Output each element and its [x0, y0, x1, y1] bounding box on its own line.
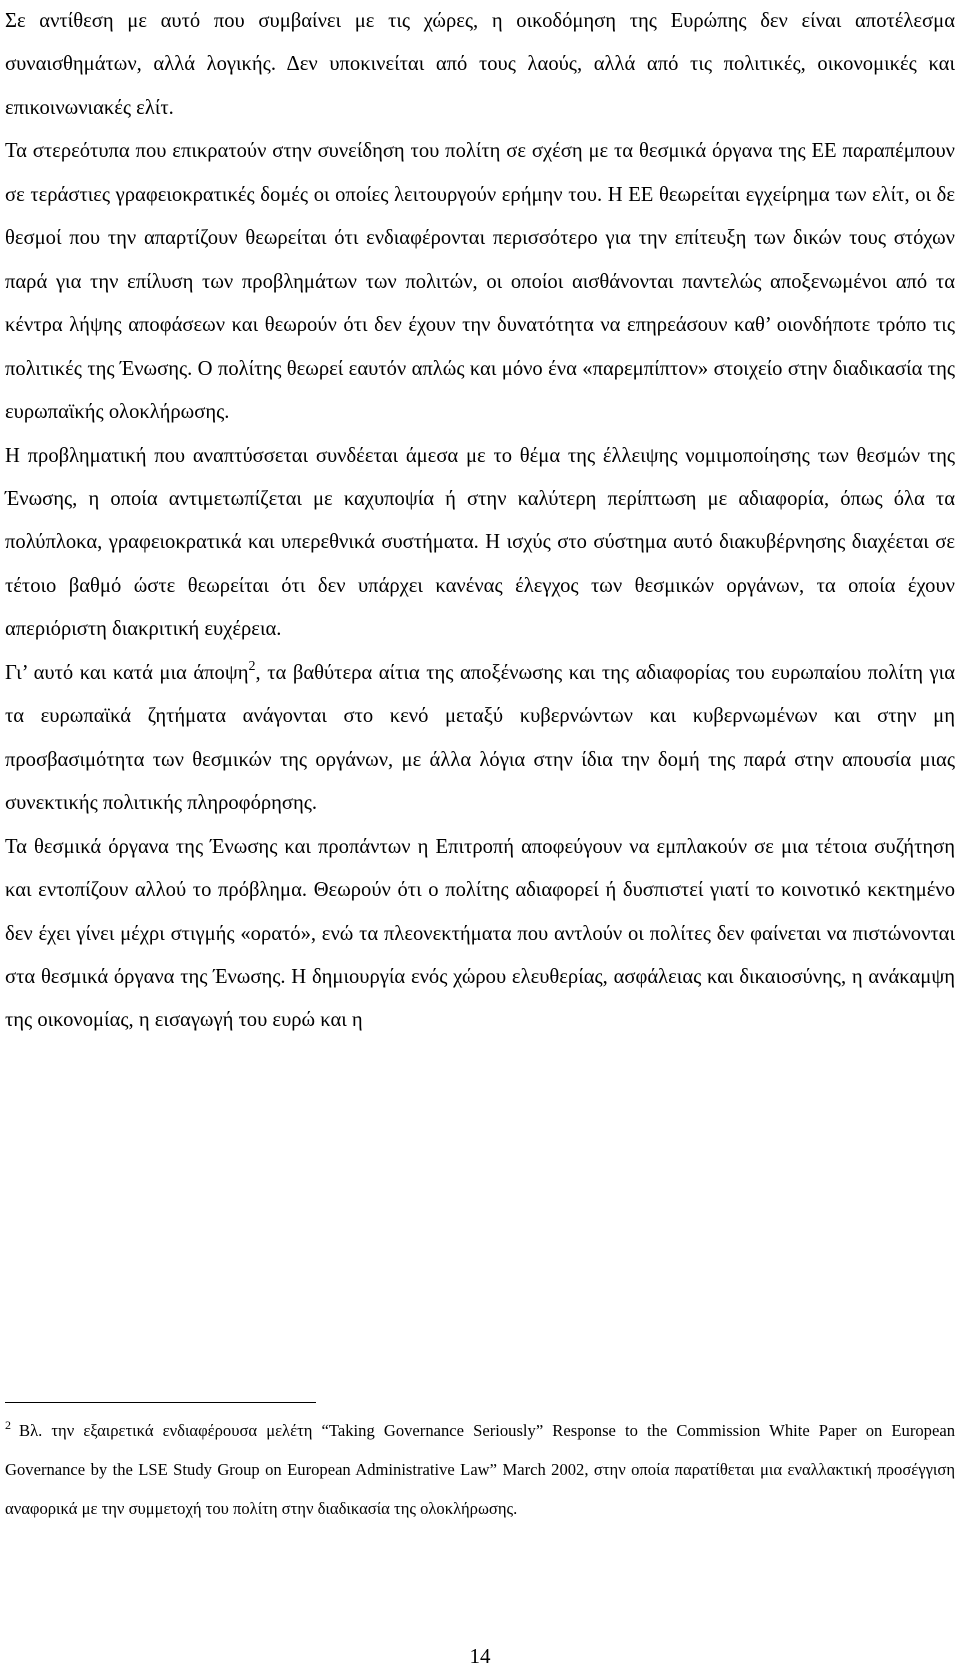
paragraph-text: Γι’ αυτό και κατά μια άποψη — [5, 661, 249, 684]
page-number: 14 — [469, 1644, 491, 1668]
paragraph: Τα στερεότυπα που επικρατούν στην συνείδηση του πολίτη σε σχέση με τα θεσμικά όργανα της ΕΕ παραπέμπουν σε τεράστιες γραφειοκρατικές δομές οι οποίες λειτουργούν ερήμην του. Η ΕΕ θεωρείται εγχείρημα των ελίτ, οι δε θεσμοί που την απαρτίζουν θεωρείται ότι ενδιαφέρονται περισσότερο για την επίτευξη των δικών τους στόχων παρά για την επίλυση των προβλημάτων των πολιτών, οι οποίοι αισθάνονται παντελώς αποξενωμένοι από τα κέντρα λήψης αποφάσεων και θεωρούν ότι δεν έχουν την δυνατότητα να επηρεάσουν καθ’ οιονδήποτε τρόπο τις πολιτικές της Ένωσης. Ο πολίτης θεωρεί εαυτόν απλώς και μόνο ένα «παρεμπίπτον» στοιχείο στην διαδικασία της ευρωπαϊκής ολοκλήρωσης. — [5, 140, 955, 424]
paragraph: Η προβληματική που αναπτύσσεται συνδέεται άμεσα με το θέμα της έλλειψης νομιμοποίησης των θεσμών της Ένωσης, η οποία αντιμετωπίζεται με καχυποψία ή στην καλύτερη περίπτωση με αδιαφορία, όπως όλα τα πολύπλοκα, γραφειοκρατικά και υπερεθνικά συστήματα. Η ισχύς στο σύστημα αυτό διακυβέρνησης διαχέεται σε τέτοιο βαθμό ώστε θεωρείται ότι δεν υπάρχει κανένας έλεγχος των θεσμικών οργάνων, τα οποία έχουν απεριόριστη διακριτική ευχέρεια. — [5, 444, 955, 641]
paragraph-text: , τα βαθύτερα αίτια της αποξένωσης και της αδιαφορίας του ευρωπαίου πολίτη για τα ευρωπαϊκά ζητήματα ανάγονται στο κενό μεταξύ κυβερνώντων και κυβερνωμένων και στην μη προσβασιμότητα των θεσμικών της οργάνων, με άλλα λόγια στην ίδια την δομή της παρά στην απουσία μιας συνεκτικής πολιτικής πληροφόρησης. — [5, 661, 955, 815]
footnote — [5, 1412, 955, 1528]
body-text — [5, 0, 955, 1043]
footnote-text: Βλ. την εξαιρετικά ενδιαφέρουσα μελέτη “Taking Governance Seriously” Response to the Commission White Paper on European Governance by the LSE Study Group on European Administrative Law” March 2002, στην οποία παρατίθεται μια εναλλακτική προσέγγιση αναφορικά με την συμμετοχή του πολίτη στην διαδικασία της ολοκλήρωσης. — [5, 1421, 955, 1518]
paragraph — [5, 652, 955, 826]
footnote-number: 2 — [5, 1418, 11, 1432]
footnote-reference[interactable]: 2 — [248, 658, 256, 674]
footnotes — [5, 1412, 955, 1528]
paragraph: Τα θεσμικά όργανα της Ένωσης και προπάντων η Επιτροπή αποφεύγουν να εμπλακούν σε μια τέτοια συζήτηση και εντοπίζουν αλλού το πρόβλημα. Θεωρούν ότι ο πολίτης αδιαφορεί ή δυσπιστεί γιατί το κοινοτικό κεκτημένο δεν έχει γίνει μέχρι στιγμής «ορατό», ενώ τα πλεονεκτήματα που αντλούν οι πολίτες δεν φαίνεται να πιστώνονται στα θεσμικά όργανα της Ένωσης. Η δημιουργία ενός χώρου ελευθερίας, ασφάλειας και δικαιοσύνης, η ανάκαμψη της οικονομίας, η εισαγωγή του ευρώ και η — [5, 835, 955, 1032]
paragraph: Σε αντίθεση με αυτό που συμβαίνει με τις χώρες, η οικοδόμηση της Ευρώπης δεν είναι αποτέλεσμα συναισθημάτων, αλλά λογικής. Δεν υποκινείται από τους λαούς, αλλά από τις πολιτικές, οικονομικές και επικοινωνιακές ελίτ. — [5, 10, 955, 119]
footnote-separator — [5, 1402, 316, 1403]
